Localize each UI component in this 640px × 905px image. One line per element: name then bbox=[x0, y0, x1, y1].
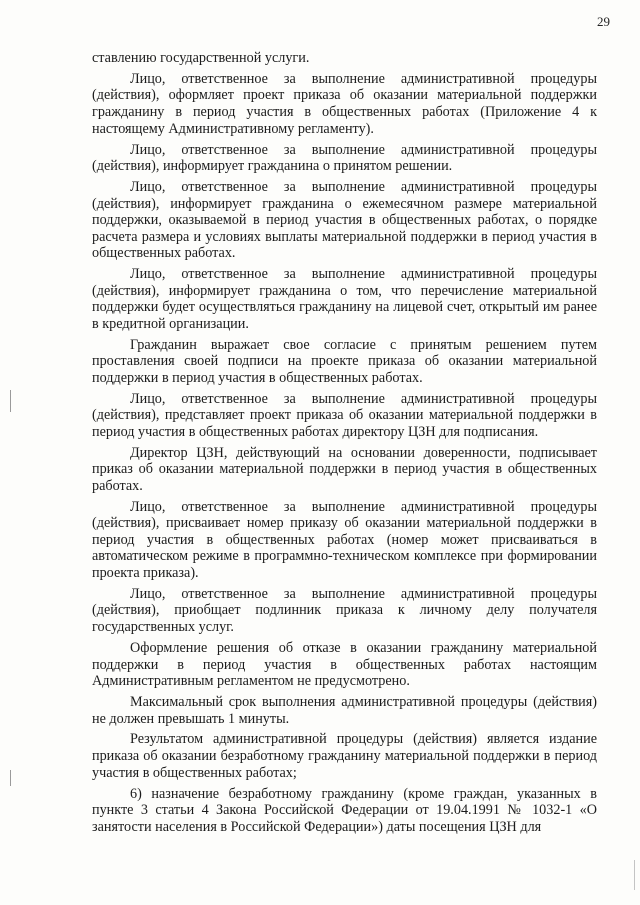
paragraph: Максимальный срок выполнения административной процедуры (действия) не должен превышать 1 минуты. bbox=[92, 693, 597, 727]
paragraph: Лицо, ответственное за выполнение административной процедуры (действия), оформляет проект приказа об оказании материальной поддержки гражданину в период участия в общественных работах (Приложение 4 к настоящему Административному регламенту). bbox=[92, 70, 597, 137]
paragraph-list-item: 6) назначение безработному гражданину (кроме граждан, указанных в пункте 3 статьи 4 Закона Российской Федерации от 19.04.1991 № 1032-1 «О занятости населения в Российской Федерации») даты посещения ЦЗН для bbox=[92, 785, 597, 835]
scan-artifact bbox=[10, 770, 11, 786]
paragraph: Гражданин выражает свое согласие с принятым решением путем проставления своей подписи на проекте приказа об оказании материальной поддержки в период участия в общественных работах. bbox=[92, 336, 597, 386]
paragraph: Директор ЦЗН, действующий на основании доверенности, подписывает приказ об оказании материальной поддержки в период участия в общественных работах. bbox=[92, 444, 597, 494]
document-body bbox=[92, 50, 597, 840]
paragraph: Оформление решения об отказе в оказании гражданину материальной поддержки в период участия в общественных работах настоящим Административным регламентом не предусмотрено. bbox=[92, 639, 597, 690]
paragraph: Результатом административной процедуры (действия) является издание приказа об оказании безработному гражданину материальной поддержки в период участия в общественных работах; bbox=[92, 731, 597, 781]
scan-artifact bbox=[634, 860, 635, 890]
paragraph: Лицо, ответственное за выполнение административной процедуры (действия), информирует гражданина о ежемесячном размере материальной поддержки, оказываемой в период участия в общественных работах, о порядке расчета размера и условиях выплаты материальной поддержки в период участия в общественных работах. bbox=[92, 179, 597, 262]
paragraph: Лицо, ответственное за выполнение административной процедуры (действия), присваивает номер приказу об оказании материальной поддержки в период участия в общественных работах (номер может присваиваться в автоматическом режиме в программно-техническом комплексе при формировании проекта приказа). bbox=[92, 498, 597, 581]
page-number: 29 bbox=[597, 14, 610, 29]
paragraph: Лицо, ответственное за выполнение административной процедуры (действия), представляет проект приказа об оказании материальной поддержки в период участия в общественных работах директору ЦЗН для подписания. bbox=[92, 390, 597, 440]
paragraph: Лицо, ответственное за выполнение административной процедуры (действия), информирует гражданина о том, что перечисление материальной поддержки будет осуществляться гражданину на лицевой счет, открытый им ранее в кредитной организации. bbox=[92, 266, 597, 332]
paragraph: Лицо, ответственное за выполнение административной процедуры (действия), приобщает подлинник приказа к личному делу получателя государственных услуг. bbox=[92, 585, 597, 636]
paragraph-continuation: ставлению государственной услуги. bbox=[92, 50, 310, 66]
paragraph: Лицо, ответственное за выполнение административной процедуры (действия), информирует гражданина о принятом решении. bbox=[92, 141, 597, 175]
scan-artifact bbox=[10, 390, 11, 412]
